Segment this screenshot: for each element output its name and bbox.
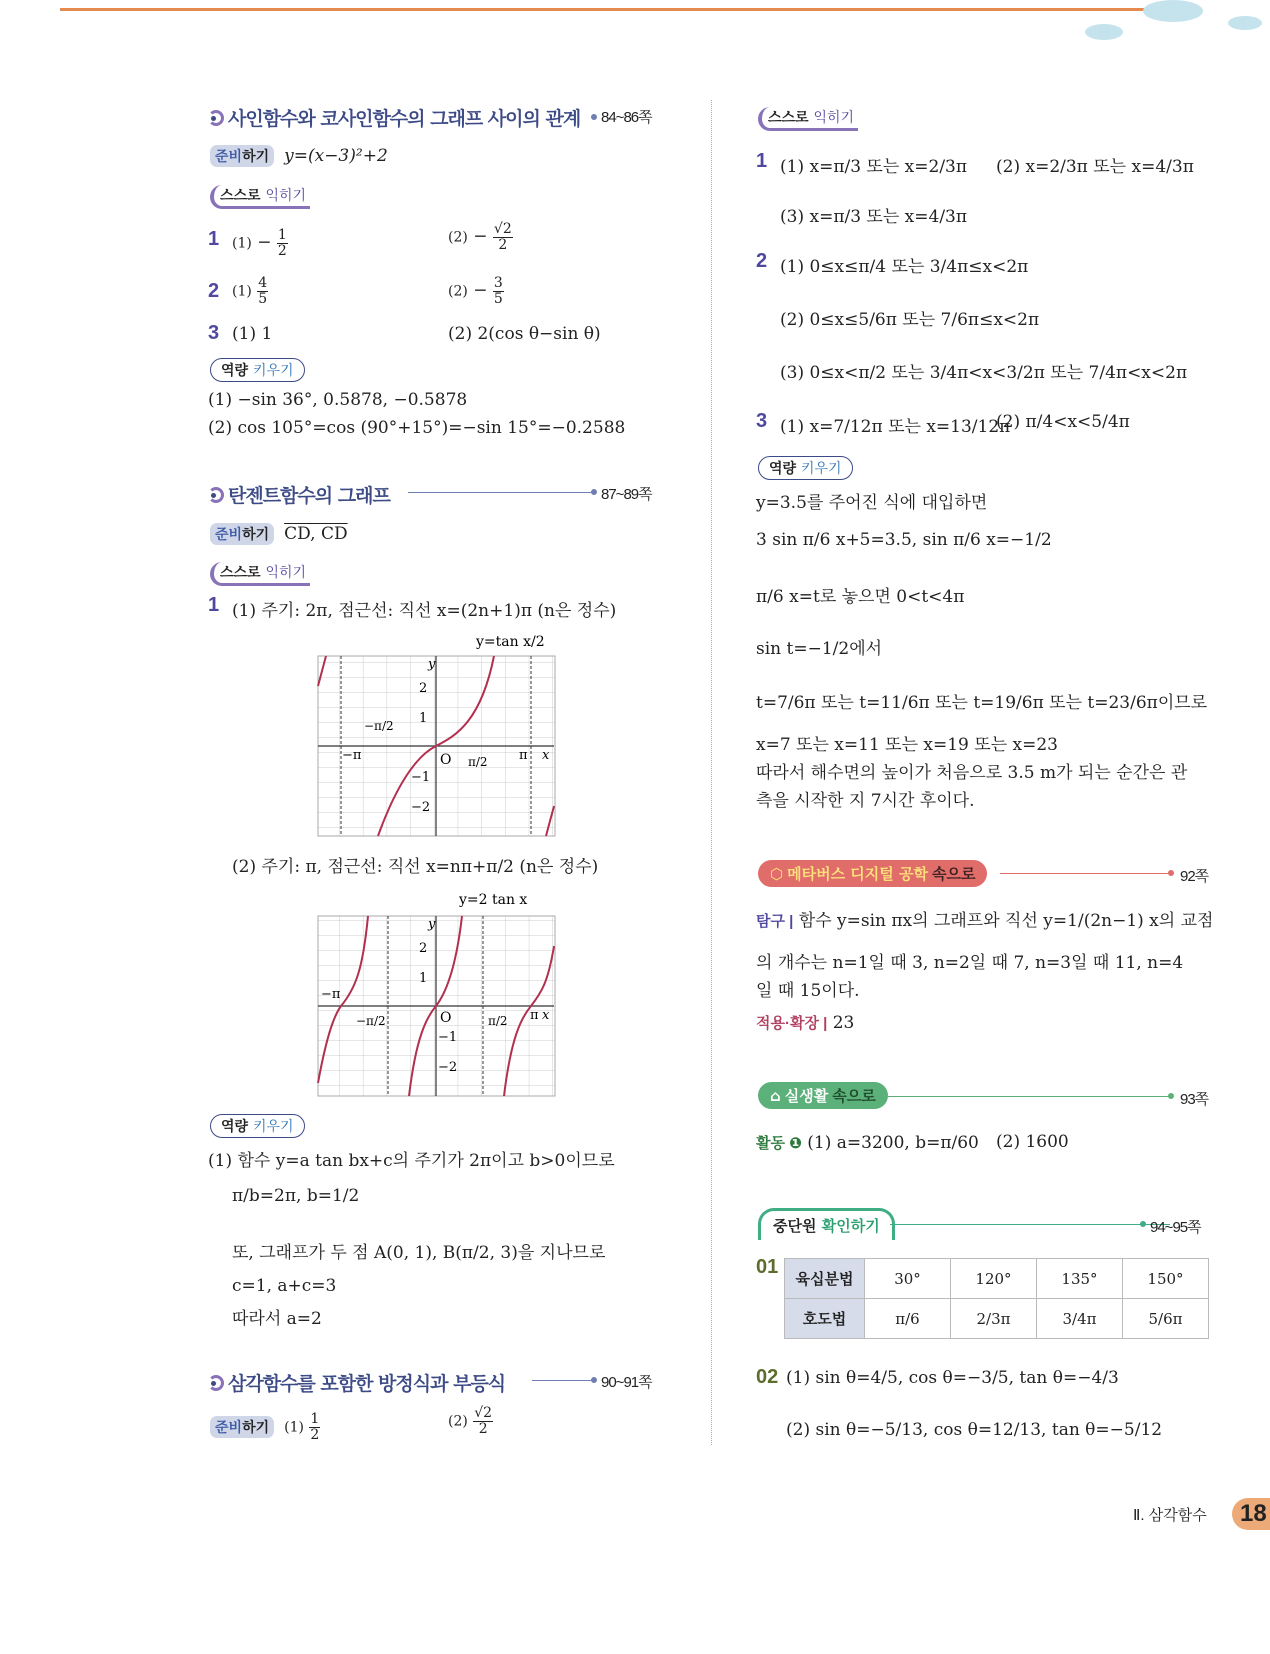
metaverse-badge: ⬡ 메타버스 디지털 공학 속으로	[758, 860, 987, 887]
capability-line: π/b=2π, b=1/2	[232, 1186, 360, 1206]
table-cell: 135°	[1037, 1259, 1123, 1299]
capability-line: t=7/6π 또는 t=11/6π 또는 t=19/6π 또는 t=23/6π이므로	[756, 693, 1208, 713]
svg-text:x: x	[542, 748, 550, 763]
svg-text:y=2 tan x: y=2 tan x	[459, 892, 528, 908]
table-cell: 3/4π	[1037, 1299, 1123, 1339]
answer: (2) sin θ=−5/13, cos θ=12/13, tan θ=−5/12	[786, 1420, 1163, 1440]
capability-line: 3 sin π/6 x+5=3.5, sin π/6 x=−1/2	[756, 530, 1052, 550]
answer: (1) − $\frac{1}{2}$	[232, 227, 287, 259]
answer: (1) $\frac{1}{2}$	[284, 1411, 320, 1443]
prep-badge: 준비하기	[210, 523, 274, 545]
capability-line: π/6 x=t로 놓으면 0<t<4π	[756, 587, 965, 607]
answer: (2) x=2/3π 또는 x=4/3π	[996, 157, 1194, 177]
capability-label: 역량 키우기	[210, 358, 305, 382]
svg-text:π/2: π/2	[488, 1014, 508, 1028]
cube-icon: ⬡	[770, 864, 784, 883]
page-ref-dot-icon	[591, 489, 597, 495]
section-title-equations: 삼각함수를 포함한 방정식과 부등식	[208, 1369, 505, 1396]
svg-text:1: 1	[419, 711, 428, 726]
capability-line: (2) cos 105°=cos (90°+15°)=−sin 15°=−0.2588	[208, 418, 626, 438]
svg-text:y: y	[428, 917, 436, 932]
capability-label: 역량 키우기	[758, 456, 853, 480]
answer: (2) 2(cos θ−sin θ)	[448, 324, 601, 344]
question-number: 01	[756, 1256, 779, 1278]
angle-conversion-table	[784, 1258, 1209, 1339]
capability-line: 따라서 해수면의 높이가 처음으로 3.5 m가 되는 순간은 관	[756, 763, 1188, 783]
table-cell: 5/6π	[1123, 1299, 1209, 1339]
page-ref-dot-icon	[1140, 1221, 1146, 1227]
capability-line: c=1, a+c=3	[232, 1276, 337, 1296]
page-ref: 93쪽	[1180, 1091, 1209, 1108]
table-cell: 30°	[865, 1259, 951, 1299]
answer: (2) − $\frac{√2}{2}$	[448, 221, 512, 253]
answer: (2) π/4<x<5/4π	[996, 412, 1130, 432]
svg-text:−2: −2	[438, 1060, 458, 1075]
self-practice-label: 스스로 익히기	[210, 185, 310, 209]
svg-text:−π/2: −π/2	[356, 1014, 386, 1028]
svg-text:2: 2	[419, 681, 428, 696]
item-number: 3	[208, 322, 220, 344]
answer: (2) 주기: π, 점근선: 직선 x=nπ+π/2 (n은 정수)	[232, 857, 599, 877]
answer: (1) x=π/3 또는 x=2/3π	[780, 157, 968, 177]
item-number: 2	[208, 280, 220, 302]
table-cell: 120°	[951, 1259, 1037, 1299]
prep-badge: 준비하기	[210, 145, 274, 167]
capability-label: 역량 키우기	[210, 1114, 305, 1138]
table-cell: 2/3π	[951, 1299, 1037, 1339]
svg-text:−2: −2	[411, 800, 431, 815]
page-ref-line	[890, 1224, 1170, 1225]
page-ref-dot-icon	[1168, 870, 1174, 876]
answer: (3) x=π/3 또는 x=4/3π	[780, 207, 968, 227]
prep-row	[210, 523, 348, 545]
item-number: 2	[756, 250, 768, 272]
page-ref: 87~89쪽	[601, 486, 652, 503]
prep-badge: 준비하기	[210, 1416, 274, 1438]
chapter-label: Ⅱ. 삼각함수	[1133, 1507, 1207, 1524]
question-number: 02	[756, 1366, 779, 1388]
capability-line: 또, 그래프가 두 점 A(0, 1), B(π/2, 3)을 지나므로	[232, 1243, 606, 1263]
section-bullet-icon	[208, 1375, 224, 1391]
answer: (1) sin θ=4/5, cos θ=−3/5, tan θ=−4/3	[786, 1368, 1119, 1388]
table-header: 호도법	[785, 1299, 865, 1339]
svg-text:π: π	[530, 1008, 539, 1023]
svg-text:1: 1	[419, 971, 428, 986]
page-ref-line	[1000, 873, 1170, 874]
svg-text:π: π	[519, 748, 528, 763]
answer: (1) 0≤x≤π/4 또는 3/4π≤x<2π	[780, 257, 1029, 277]
capability-line: 따라서 a=2	[232, 1309, 322, 1329]
capability-line: 측을 시작한 지 7시간 후이다.	[756, 791, 975, 811]
capability-line: (1) −sin 36°, 0.5878, −0.5878	[208, 390, 468, 410]
section-title-tan: 탄젠트함수의 그래프	[208, 481, 390, 508]
item-number: 3	[756, 410, 768, 432]
prep-row	[210, 1412, 320, 1442]
prep-answer: y=(x−3)²+2	[284, 146, 388, 166]
prep-row	[210, 145, 388, 167]
answer: (2) 0≤x≤5/6π 또는 7/6π≤x<2π	[780, 310, 1040, 330]
cloud-decoration	[1085, 24, 1123, 40]
table-cell: π/6	[865, 1299, 951, 1339]
self-practice-label: 스스로 익히기	[210, 562, 310, 586]
svg-text:y: y	[428, 657, 436, 672]
house-icon: ⌂	[770, 1086, 781, 1105]
explore-line: 일 때 15이다.	[756, 981, 860, 1001]
table-cell: 150°	[1123, 1259, 1209, 1299]
section-bullet-icon	[208, 110, 224, 126]
capability-line: y=3.5를 주어진 식에 대입하면	[756, 493, 988, 513]
page-ref-dot-icon	[1168, 1093, 1174, 1099]
activity-line: (2) 1600	[996, 1132, 1069, 1152]
answer: (1) 주기: 2π, 점근선: 직선 x=(2n+1)π (n은 정수)	[232, 601, 617, 621]
answer: (1) $\frac{4}{5}$	[232, 275, 268, 307]
page-ref-line	[408, 492, 593, 493]
svg-text:−π/2: −π/2	[364, 719, 394, 733]
page-ref: 94~95쪽	[1150, 1219, 1201, 1236]
item-number: 1	[756, 150, 768, 172]
activity-line: 활동 ❶ (1) a=3200, b=π/60	[756, 1133, 979, 1153]
page-ref-dot-icon	[591, 114, 597, 120]
item-number: 1	[208, 228, 220, 250]
answer: (3) 0≤x<π/2 또는 3/4π<x<3/2π 또는 7/4π<x<2π	[780, 363, 1188, 383]
answer: (2) − $\frac{3}{5}$	[448, 275, 503, 307]
page-ref-line	[888, 1096, 1170, 1097]
svg-text:O: O	[440, 752, 452, 768]
capability-line: sin t=−1/2에서	[756, 639, 883, 659]
svg-text:2: 2	[419, 941, 428, 956]
svg-text:−π: −π	[342, 748, 362, 763]
capability-line: (1) 함수 y=a tan bx+c의 주기가 2π이고 b>0이므로	[208, 1151, 615, 1171]
svg-text:π/2: π/2	[468, 755, 488, 769]
review-badge: 중단원 확인하기	[758, 1208, 895, 1240]
answer: (1) 1	[232, 324, 273, 344]
page-ref: 90~91쪽	[601, 1374, 652, 1391]
section-title-sin-cos: 사인함수와 코사인함수의 그래프 사이의 관계	[208, 104, 580, 131]
real-life-badge: ⌂ 실생활 속으로	[758, 1082, 888, 1109]
item-number: 1	[208, 594, 220, 616]
two-tan-graph	[316, 888, 556, 1098]
page-number: 18	[1232, 1498, 1270, 1530]
page-ref-dot-icon	[591, 1377, 597, 1383]
page-ref: 84~86쪽	[601, 109, 652, 126]
self-practice-label: 스스로 익히기	[758, 107, 858, 131]
svg-text:y=tan x/2: y=tan x/2	[476, 634, 545, 650]
cloud-decoration	[1143, 0, 1203, 22]
svg-text:x: x	[542, 1008, 550, 1023]
tan-half-graph	[316, 626, 556, 841]
table-header: 육십분법	[785, 1259, 865, 1299]
section-bullet-icon	[208, 487, 224, 503]
answer: (1) x=7/12π 또는 x=13/12π	[780, 417, 1011, 437]
svg-text:−1: −1	[411, 770, 431, 785]
apply-line: 적용·확장 | 23	[756, 1013, 855, 1033]
column-divider	[711, 100, 712, 1445]
capability-line: x=7 또는 x=11 또는 x=19 또는 x=23	[756, 735, 1058, 755]
svg-text:O: O	[440, 1010, 452, 1026]
svg-text:−π: −π	[321, 987, 341, 1002]
header-line	[60, 8, 1145, 11]
answer: (2) $\frac{√2}{2}$	[448, 1405, 493, 1437]
explore-line: 의 개수는 n=1일 때 3, n=2일 때 7, n=3일 때 11, n=4	[756, 953, 1184, 973]
svg-text:−1: −1	[438, 1030, 458, 1045]
page-ref: 92쪽	[1180, 868, 1209, 885]
page-ref-line	[532, 1380, 592, 1381]
explore-line: 탐구 | 함수 y=sin πx의 그래프와 직선 y=1/(2n−1) x의 교점	[756, 911, 1214, 931]
prep-answer: CD, CD	[284, 524, 348, 544]
cloud-decoration	[1228, 16, 1262, 30]
